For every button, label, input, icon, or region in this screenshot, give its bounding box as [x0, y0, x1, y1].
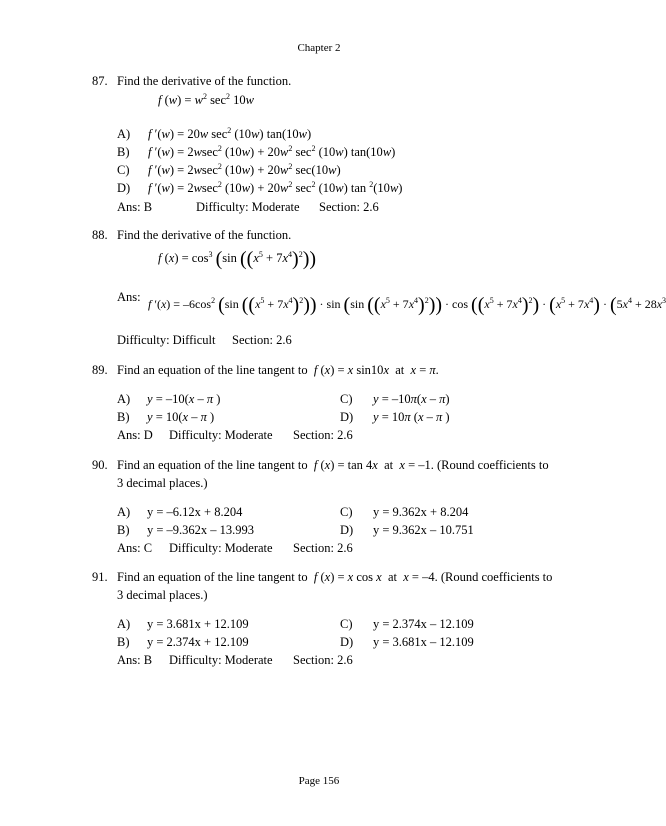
option-label-d: D) [340, 635, 354, 649]
option-a: f ′(w) = 20w $\sec^2 (10w)$ tan(10w) [148, 125, 312, 141]
answer-key: Ans: B [117, 200, 153, 214]
option-label-a: A) [117, 392, 131, 406]
option-a: y = –6.12x + 8.204 [147, 505, 243, 519]
option-label-b: B) [117, 145, 130, 159]
question-prompt: Find an equation of the line tangent to f (x) = tan 4x at x = –1. (Round coefficients to [117, 458, 549, 472]
question-number: 88. [92, 228, 108, 242]
option-label-c: C) [340, 392, 353, 406]
function-definition: f $(x) = \cos^3 (\sin$ $((x^5 + 7x^4)^2)$) [158, 248, 317, 270]
page-footer: Page 156 [298, 775, 340, 787]
option-label-c: C) [340, 505, 353, 519]
option-b: y = 10(x – π ) [147, 410, 215, 424]
option-a: y = 3.681x + 12.109 [147, 617, 249, 631]
option-label-a: A) [117, 505, 131, 519]
question-prompt: Find an equation of the line tangent to f (x) = x sin10x at x = π. [117, 363, 439, 377]
question-number: 89. [92, 363, 108, 377]
difficulty: Difficulty: Moderate [196, 200, 300, 214]
option-c: f ′(w) = 2wsec$^2$ $(10w) + 20w^2$ sec(10w) [148, 161, 341, 177]
option-label-c: C) [117, 163, 130, 177]
question-number: 90. [92, 458, 108, 472]
option-d: f ′(w) = 2wsec$^2$ $(10w) + 20w^2$ $\sec^2 (10w)$ tan $^2$(10w) [148, 179, 403, 195]
option-c: y = 2.374x – 12.109 [373, 617, 474, 631]
question-number: 87. [92, 74, 108, 88]
section: Section: 2.6 [232, 333, 292, 347]
option-c: y = –10π(x – π) [373, 392, 450, 406]
option-label-b: B) [117, 635, 130, 649]
difficulty: Difficulty: Moderate [169, 541, 273, 555]
option-a: y = –10(x – π ) [147, 392, 221, 406]
question-number: 91. [92, 570, 108, 584]
page-header: Chapter 2 [297, 42, 341, 54]
answer-key: Ans: C [117, 541, 153, 555]
difficulty: Difficulty: Difficult [117, 333, 216, 347]
question-prompt-line2: 3 decimal places.) [117, 588, 208, 602]
option-d: y = 3.681x – 12.109 [373, 635, 474, 649]
option-c: y = 9.362x + 8.204 [373, 505, 469, 519]
function-definition: f $(w) = w^2$ $\sec^2 10w$ [158, 91, 254, 107]
answer-key: Ans: D [117, 428, 153, 442]
question-prompt: Find the derivative of the function. [117, 228, 292, 242]
option-label-b: B) [117, 523, 130, 537]
answer-label: Ans: [117, 290, 141, 304]
derivative-answer: f $'(x) = -6\cos^2$ (sin $((x^5 + 7x^4)^2)) \cdot \sin (\sin$ $((x^5 + 7x^4)^2)) \cdot \cos ((x^5 + 7x^4)^2) \cdot (x^5 + 7x^4) \cdot (5x^4 + 28x^3$ [148, 294, 666, 316]
question-prompt: Find an equation of the line tangent to f (x) = x cos x at x = –4. (Round coefficients to [117, 570, 553, 584]
option-label-d: D) [117, 181, 131, 195]
question-prompt-line2: 3 decimal places.) [117, 476, 208, 490]
option-b: f ′(w) = 2wsec$^2$ $(10w) + 20w^2$ $\sec^2 (10w)$ tan(10w) [148, 143, 396, 159]
option-d: y = 10π (x – π ) [373, 410, 450, 424]
option-label-a: A) [117, 127, 131, 141]
option-b: y = 2.374x + 12.109 [147, 635, 249, 649]
section: Section: 2.6 [293, 428, 353, 442]
option-label-a: A) [117, 617, 131, 631]
section: Section: 2.6 [319, 200, 379, 214]
option-label-d: D) [340, 523, 354, 537]
question-prompt: Find the derivative of the function. [117, 74, 292, 88]
section: Section: 2.6 [293, 541, 353, 555]
difficulty: Difficulty: Moderate [169, 653, 273, 667]
option-b: y = –9.362x – 13.993 [147, 523, 255, 537]
option-label-d: D) [340, 410, 354, 424]
option-d: y = 9.362x – 10.751 [373, 523, 474, 537]
difficulty: Difficulty: Moderate [169, 428, 273, 442]
section: Section: 2.6 [293, 653, 353, 667]
option-label-b: B) [117, 410, 130, 424]
option-label-c: C) [340, 617, 353, 631]
answer-key: Ans: B [117, 653, 153, 667]
